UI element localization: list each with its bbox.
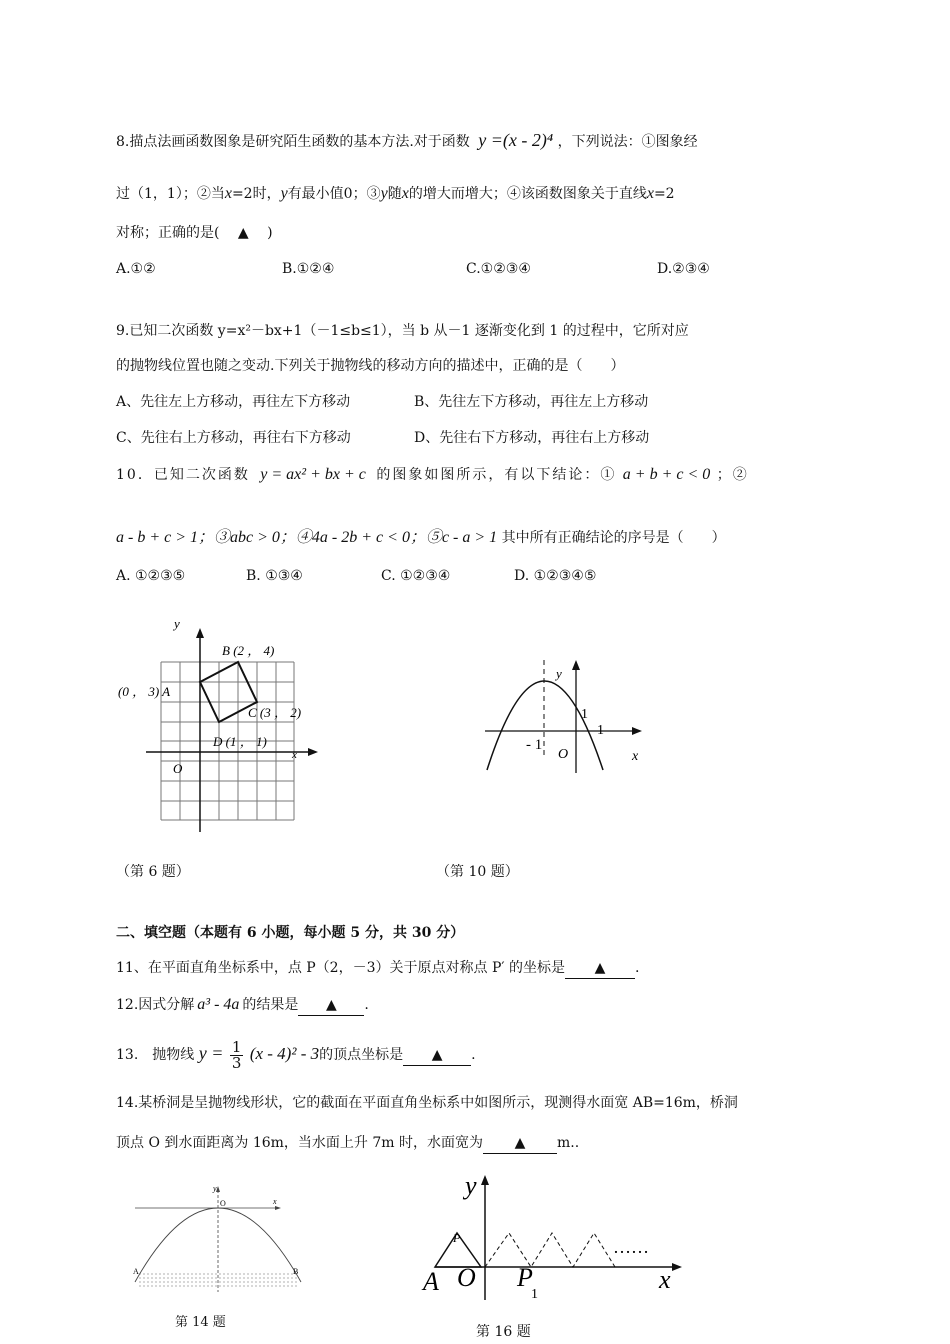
q8-line2: [116, 184, 675, 204]
option-a: A. ①②③⑤: [116, 568, 186, 584]
option-b: B. ①③④: [246, 568, 303, 584]
option-a: A.①②: [116, 261, 156, 277]
point-p1-subscript: 1: [531, 1287, 538, 1302]
q12-text: 12.因式分解: [116, 997, 195, 1013]
fig16-caption: 第 16 题: [476, 1324, 531, 1340]
figure-6: [110, 610, 330, 840]
q8-text: 随: [387, 186, 402, 202]
origin-label: O: [173, 761, 183, 776]
x-tick-neg-1: - 1: [526, 737, 543, 753]
q8-text: 有最小值0；③: [287, 186, 381, 202]
q10-text: 的图象如图所示，有以下结论：①: [376, 467, 617, 483]
point-b-label: B (2 ， 4): [222, 643, 275, 658]
q13: [116, 1035, 476, 1071]
q9-option-c: C、先往右上方移动，再往右下方移动: [116, 430, 351, 446]
fig14-caption: 第 14 题: [175, 1315, 226, 1330]
point-p1-label: P: [517, 1263, 533, 1292]
q8-text: =2: [653, 186, 675, 202]
q13-fraction: [230, 1037, 244, 1072]
y-label: y: [465, 1171, 477, 1200]
y-label: y: [174, 616, 180, 631]
y-arrow: [196, 628, 204, 638]
y-label: y: [213, 1184, 217, 1193]
x-tick-1: 1: [597, 723, 604, 738]
y-arrow: [216, 1186, 220, 1192]
q8-text: 对称；正确的是(: [116, 225, 220, 241]
q8-var: x: [224, 185, 232, 202]
answer-blank: ▲: [298, 995, 364, 1016]
q9-line1: 9.已知二次函数 y=x²－bx+1（－1≤b≤1），当 b 从－1 逐渐变化到 1 的过程中，它所对应: [116, 323, 689, 339]
q8-text: 过（1，1）；②当: [116, 186, 225, 202]
figure-16: [415, 1160, 695, 1310]
point-a-label: A: [133, 1267, 139, 1276]
q13-expression: y =: [198, 1043, 224, 1063]
y-arrow: [481, 1175, 489, 1185]
point-p-label: P: [453, 1231, 461, 1245]
origin-label: O: [558, 747, 569, 762]
q8-function: y =(x - 2)⁴: [478, 130, 554, 150]
option-d: D.②③④: [657, 261, 710, 277]
y-arrow: [572, 660, 580, 670]
q10-conclusions: a - b + c > 1；③abc > 0；④4a - 2b + c < 0；⑤c - a > 1: [116, 529, 498, 546]
q8-line3: [116, 223, 273, 243]
fraction-numerator: 1: [231, 1037, 242, 1056]
x-label: x: [659, 1265, 671, 1294]
q9-line2: 的抛物线位置也随之变动.下列关于抛物线的移动方向的描述中，正确的是（ ）: [116, 358, 625, 374]
q9-option-b: B、先往左下方移动，再往左上方移动: [414, 394, 649, 410]
q12-expression: a³ - 4a: [197, 996, 240, 1013]
q8-var: x: [401, 185, 409, 202]
q13-text: 的顶点坐标是: [319, 1047, 404, 1063]
q10-line1: [116, 465, 749, 485]
option-c: C.①②③④: [466, 261, 531, 277]
origin-label: O: [220, 1199, 226, 1208]
point-d-label: D (1 ， 1): [213, 734, 267, 749]
q10-text: 10．已知二次函数: [116, 467, 250, 483]
q8-text-a: 8.描点法画函数图象是研究陌生函数的基本方法.对于函数: [116, 134, 470, 150]
q8-var: x: [646, 185, 654, 202]
q8-text: 的增大而增大；④该函数图象关于直线: [408, 186, 647, 202]
q10-text: ；②: [716, 467, 749, 483]
q11-end: .: [635, 960, 640, 976]
answer-blank: ▲: [483, 1133, 557, 1154]
fraction-denominator: 3: [231, 1053, 242, 1072]
option-b: B.①②④: [282, 261, 335, 277]
q12: [116, 995, 369, 1016]
answer-blank: ▲: [565, 958, 635, 979]
q12-end: .: [364, 997, 369, 1013]
parabola: [487, 681, 603, 770]
q10-text: 其中所有正确结论的序号是（ ）: [501, 530, 726, 546]
q8-text: =2时，: [231, 186, 281, 202]
option-c: C. ①②③④: [381, 568, 451, 584]
section-2-title: 二、填空题（本题有 6 小题，每小题 5 分，共 30 分）: [116, 925, 465, 941]
q13-text: 13. 抛物线: [116, 1047, 195, 1063]
x-label: x: [632, 749, 639, 764]
q9-option-d: D、先往右下方移动，再往右上方移动: [414, 430, 650, 446]
figure-14: [125, 1182, 315, 1292]
point-c-label: C (3 ， 2): [248, 705, 302, 720]
q12-text: 的结果是: [242, 997, 299, 1013]
q14-line2: [116, 1133, 579, 1154]
q8-var: y: [380, 185, 388, 202]
fig6-caption: （第 6 题）: [116, 864, 190, 880]
q8-text: ): [267, 225, 273, 241]
point-b-label: B: [293, 1267, 299, 1276]
q8-text-b: ，下列说法：①图象经: [557, 134, 698, 150]
q10-function: y = ax² + bx + c: [260, 466, 366, 483]
x-arrow: [275, 1206, 281, 1210]
x-arrow: [632, 727, 642, 735]
q14-text: 顶点 O 到水面距离为 16m，当水面上升 7m 时，水面宽为: [116, 1135, 483, 1151]
fig10-caption: （第 10 题）: [436, 864, 519, 880]
point-a-label: A: [423, 1267, 439, 1296]
answer-blank: ▲: [403, 1045, 471, 1066]
y-label: y: [556, 666, 562, 681]
y-tick-1: 1: [581, 707, 588, 722]
origin-label: O: [457, 1263, 476, 1292]
q10-conclusion-1: a + b + c < 0: [622, 466, 711, 483]
q13-end: .: [471, 1047, 476, 1063]
x-label: x: [273, 1197, 277, 1206]
q9-option-a: A、先往左上方移动，再往左下方移动: [116, 394, 351, 410]
x-arrow: [672, 1263, 682, 1271]
ellipsis: ……: [613, 1237, 649, 1257]
q8-var: y: [280, 185, 288, 202]
answer-marker: ▲: [237, 225, 249, 241]
q13-expression: (x - 4)² - 3: [249, 1044, 320, 1063]
q8-line1: [116, 130, 698, 152]
q14-end: m..: [557, 1135, 580, 1151]
figure-10: [470, 648, 670, 778]
option-d: D. ①②③④⑤: [514, 568, 597, 584]
x-label: x: [292, 749, 297, 761]
q14-line1: 14.某桥洞是呈抛物线形状，它的截面在平面直角坐标系中如图所示，现测得水面宽 AB=16m，桥洞: [116, 1095, 738, 1111]
q11: [116, 958, 639, 979]
x-arrow: [308, 748, 318, 756]
point-a-label: (0 ， 3) A: [118, 684, 171, 699]
q11-text: 11、在平面直角坐标系中，点 P（2，－3）关于原点对称点 P′ 的坐标是: [116, 960, 565, 976]
triangle-path-dashed: [485, 1233, 615, 1267]
q10-line2: [116, 528, 726, 548]
